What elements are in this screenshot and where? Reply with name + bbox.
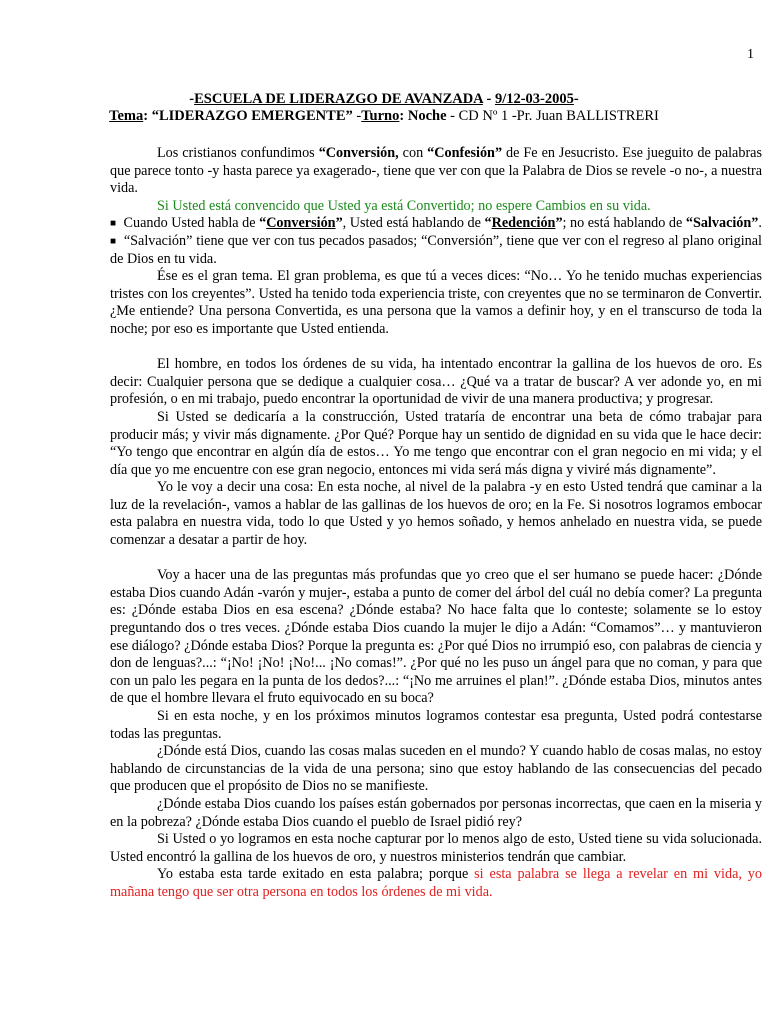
p1-text-3: de Fe en Jesucristo. Ese jueguito de palabras que parece tonto -y hasta parece ya exagerado-, tiene que ver con que la Palabra de Dios se revele -o no-, a nuestra vida. <box>110 145 762 197</box>
bullet-icon: ■ <box>110 218 117 230</box>
paragraph-11: ¿Dónde está Dios, cuando las cosas malas suceden en el mundo? Y cuando hablo de cosas malas, no estoy hablando de circunstancias de la vida de una persona; sino que estoy hablando de las consecuencias del pecado que producen que el propósito de Dios no se manifieste. <box>110 743 762 795</box>
turno-value: Noche <box>407 108 447 124</box>
p3-bold-redencion: Redención <box>491 215 556 232</box>
paragraph-9: Voy a hacer una de las preguntas más profundas que yo creo que el ser humano se puede hacer: ¿Dónde estaba Dios cuando Adán -varón y mujer-, estaba a punto de comer del árbol del cuál no debía comer? La pregunta es: ¿Dónde estaba Dios en esa escena? ¿Dónde estaba? No hace falta que lo conteste; solamente se lo estoy preguntando dos o tres veces. ¿Dónde estaba Dios cuando la mujer le dijo a Adán: “Comamos”… y mantuvieron ese diálogo? ¿Dónde estaba Dios? Porque la pregunta es: ¿Por qué Dios no irrumpió eso, con palabras de ciencia y don de lenguas?...: “¡No! ¡No! ¡No!... ¡No comas!”. ¿Por qué no les puso un ángel para que no coman, y para que con un palo les pegara en la punta de los dedos?...: “¡No me arruines el plan!”. ¿Dónde estaba Dios, minutos antes de que el hombre llevara el fruto equivocado en su boca? <box>110 567 762 707</box>
header-dash-end: - <box>573 91 579 107</box>
paragraph-8: Yo le voy a decir una cosa: En esta noche, al nivel de la palabra -y en esto Usted tendrá que caminar a la luz de la revelación-, vamos a hablar de las gallinas de los huevos de oro; en la Fe. Si nosotros logramos embocar esta palabra en nuestra vida, todo lo que Usted y yo hemos soñado, y hemos anhelado en nuestra vida, se puede comenzar a desatar a partir de hoy. <box>110 479 762 549</box>
p3-text-4: . <box>758 215 762 232</box>
p3-text-2: , Usted está hablando de <box>342 215 485 232</box>
header-line-2 <box>0 108 768 126</box>
p3-text-1: Cuando Usted habla de <box>120 215 260 232</box>
p3-quote-open-2: “ <box>484 215 492 232</box>
p4-text: “Salvación” tiene que ver con tus pecados pasados; “Conversión”, tiene que ver con el regreso al plano original de Dios en tu vida. <box>110 232 762 267</box>
p3-quote-close-2: ” <box>555 215 563 232</box>
paragraph-gap <box>110 339 762 357</box>
p14-red-text: si esta palabra se llega a revelar en mi vida, yo mañana tengo que ser otra persona en todos los órdenes de mi vida. <box>110 866 762 900</box>
p3-bold-salvacion: “Salvación” <box>685 215 759 232</box>
header-details: - CD Nº 1 -Pr. Juan BALLISTRERI <box>446 108 659 124</box>
header-line-1 <box>0 91 768 109</box>
p1-text-1: Los cristianos confundimos <box>157 145 319 161</box>
p3-bold-conversion: Conversión <box>266 215 336 232</box>
paragraph-13: Si Usted o yo logramos en esta noche capturar por lo menos algo de esto, Usted tiene su vida solucionada. Usted encontró la gallina de los huevos de oro, y nuestros ministerios tendrán que cambiar. <box>110 831 762 865</box>
p3-quote-close: ” <box>335 215 343 232</box>
p1-bold-conversion: “Conversión, <box>318 145 399 161</box>
tema-colon: : <box>143 108 152 124</box>
document-body <box>110 145 762 902</box>
school-name: ESCUELA DE LIDERAZGO DE AVANZADA <box>194 91 483 107</box>
paragraph-2-green: Si Usted está convencido que Usted ya está Convertido; no espere Cambios en su vida. <box>157 197 651 214</box>
turno-colon: : <box>399 108 408 124</box>
paragraph-6: El hombre, en todos los órdenes de su vida, ha intentado encontrar la gallina de los huevos de oro. Es decir: Cualquier persona que se dedique a cualquier cosa… ¿Qué va a tratar de buscar? A ver adonde yo, en mi profesión, o en mi trabajo, puedo encontrar la oportunidad de vivir de una manera productiva; y progresar. <box>110 356 762 408</box>
header-separator: - <box>482 91 495 107</box>
p3-text-3: ; no está hablando de <box>562 215 686 232</box>
p1-text-2: con <box>398 145 428 161</box>
tema-label: Tema <box>109 108 144 124</box>
paragraph-14 <box>110 866 762 901</box>
paragraph-4-bullet <box>110 233 762 268</box>
bullet-icon: ■ <box>110 235 117 247</box>
tema-value: “LIDERAZGO EMERGENTE” <box>151 108 353 124</box>
paragraph-7: Si Usted se dedicaría a la construcción, Usted trataría de encontrar una beta de cómo trabajar para producir más; y vivir más dignamente. ¿Por Qué? Porque hay un sentido de dignidad en su vida que le hace decir: “Yo tengo que encontrar en algún día de estos… Yo me tengo que encontrar con el gran negocio en mi vida; y el día que yo me encuentre con ese gran negocio, entonces mi vida será más digna y viviré más dignamente”. <box>110 408 762 478</box>
paragraph-1 <box>110 145 762 198</box>
turno-label: Turno <box>361 108 400 124</box>
p3-quote-open: “ <box>259 215 267 232</box>
paragraph-12: ¿Dónde estaba Dios cuando los países están gobernados por personas incorrectas, que caen en la miseria y en la pobreza? ¿Dónde estaba Dios cuando el pueblo de Israel pidió rey? <box>110 795 762 830</box>
lesson-date: 9/12-03-2005 <box>494 91 574 107</box>
p14-text: Yo estaba esta tarde exitado en esta palabra; porque <box>157 866 475 883</box>
paragraph-3-bullet <box>110 215 762 233</box>
p1-bold-confesion: “Confesión” <box>427 145 503 161</box>
header-dash: - <box>189 91 195 107</box>
paragraph-10: Si en esta noche, y en los próximos minutos logramos contestar esa pregunta, Usted podrá contestarse todas las preguntas. <box>110 708 762 742</box>
paragraph-gap <box>110 550 762 568</box>
header-separator-2: - <box>352 108 362 124</box>
page-number: 1 <box>747 47 754 62</box>
paragraph-5: Ése es el gran tema. El gran problema, es que tú a veces dices: “No… Yo he tenido muchas experiencias tristes con los creyentes”. Usted ha tenido toda experiencia triste, con creyentes que no se terminaron de Convertir. ¿Me entiende? Una persona Convertida, es una persona que la vamos a definir hoy, y en el transcurso de toda la noche; por eso es importante que Usted entienda. <box>110 268 762 337</box>
